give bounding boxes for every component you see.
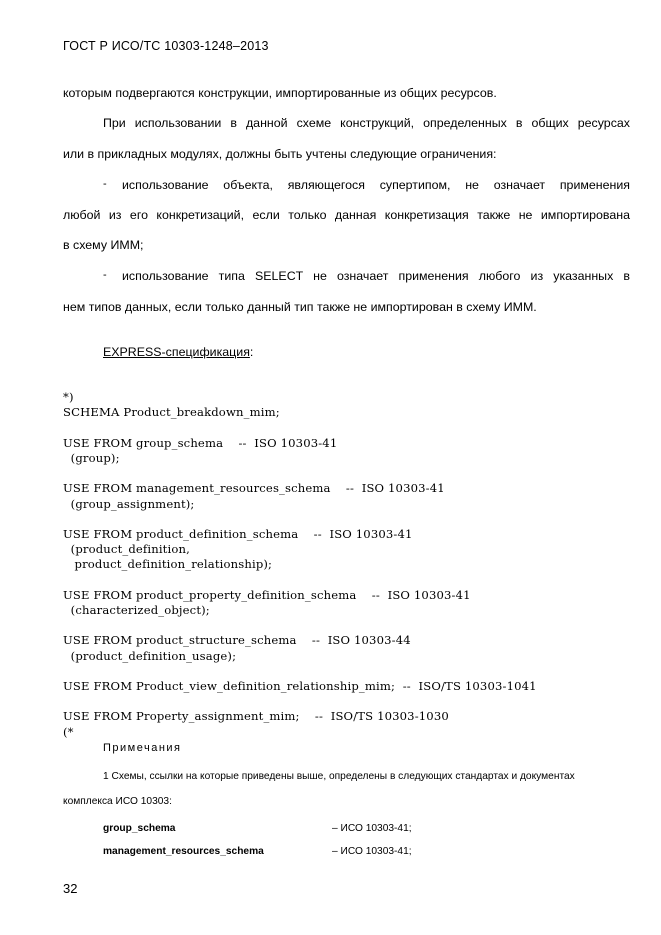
list-bullet: - xyxy=(103,269,107,281)
list-item-line: использование объекта, являющегося супертипом, не означает применения xyxy=(122,178,630,192)
code-line: *) xyxy=(63,390,74,405)
code-line: USE FROM product_property_definition_schema -- ISO 10303-41 xyxy=(63,587,471,602)
list-item-line: использование типа SELECT не означает применения любого из указанных в xyxy=(122,269,630,283)
list-item-line: в схему ИММ; xyxy=(63,238,144,252)
document-header: ГОСТ Р ИСО/ТС 10303-1248–2013 xyxy=(63,39,269,53)
code-line: USE FROM product_structure_schema -- ISO 10303-44 xyxy=(63,633,411,648)
code-line: (group); xyxy=(63,451,120,466)
code-line: (product_definition, xyxy=(63,542,190,557)
list-bullet: - xyxy=(103,178,107,190)
express-heading-colon: : xyxy=(249,345,254,359)
express-heading-text: EXPRESS-спецификация xyxy=(103,345,250,359)
notes-title: Примечания xyxy=(103,742,182,754)
code-line xyxy=(63,466,537,481)
code-line xyxy=(63,573,537,588)
code-line: (* xyxy=(63,724,74,739)
schema-ref-name: group_schema xyxy=(103,823,176,834)
code-line: USE FROM product_definition_schema -- ISO 10303-41 xyxy=(63,527,413,542)
paragraph-line: или в прикладных модулях, должны быть учтены следующие ограничения: xyxy=(63,147,497,161)
code-line: USE FROM Property_assignment_mim; -- ISO/TS 10303-1030 xyxy=(63,709,449,724)
schema-ref-standard: – ИСО 10303-41; xyxy=(332,846,412,857)
schema-ref-name: management_resources_schema xyxy=(103,846,264,857)
code-line: (characterized_object); xyxy=(63,603,210,618)
code-line: (product_definition_usage); xyxy=(63,648,237,663)
code-line xyxy=(63,512,537,527)
code-line: SCHEMA Product_breakdown_mim; xyxy=(63,405,280,420)
code-line: USE FROM Product_view_definition_relationship_mim; -- ISO/TS 10303-1041 xyxy=(63,679,537,694)
paragraph-continuation: которым подвергаются конструкции, импортированные из общих ресурсов. xyxy=(63,86,497,100)
express-code-block xyxy=(63,375,537,770)
note-line: комплекса ИСО 10303: xyxy=(63,796,172,807)
page-number: 32 xyxy=(63,881,78,896)
code-line: USE FROM management_resources_schema -- ISO 10303-41 xyxy=(63,481,445,496)
list-item-line: любой из его конкретизаций, если только данная конкретизация также не импортирована xyxy=(63,208,630,222)
code-line: USE FROM group_schema -- ISO 10303-41 xyxy=(63,435,338,450)
paragraph-line: При использовании в данной схеме конструкций, определенных в общих ресурсах xyxy=(103,116,630,130)
express-heading xyxy=(103,345,253,360)
code-line xyxy=(63,694,537,709)
code-line: (group_assignment); xyxy=(63,496,195,511)
schema-ref-standard: – ИСО 10303-41; xyxy=(332,823,412,834)
list-item-line: нем типов данных, если только данный тип также не импортирован в схему ИММ. xyxy=(63,300,537,314)
code-line xyxy=(63,421,537,436)
code-line: product_definition_relationship); xyxy=(63,557,273,572)
code-line xyxy=(63,664,537,679)
note-line: 1 Схемы, ссылки на которые приведены выше, определены в следующих стандартах и документах xyxy=(103,771,575,782)
code-line xyxy=(63,618,537,633)
